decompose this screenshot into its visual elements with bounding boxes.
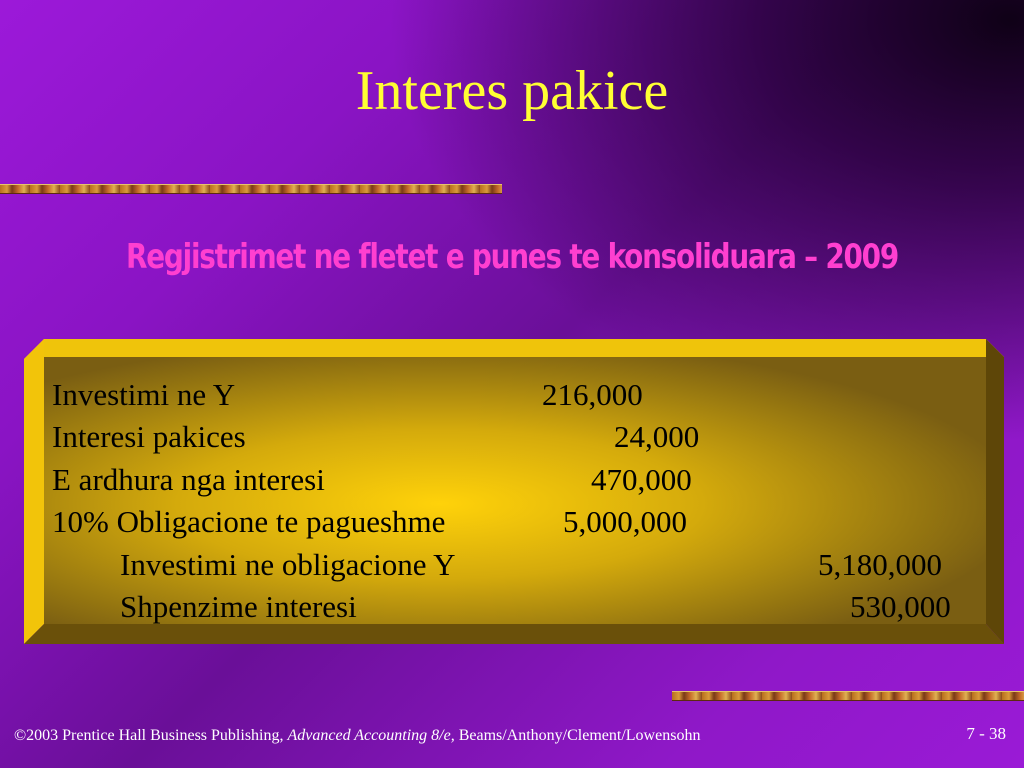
account-name: Investimi ne Y: [52, 377, 236, 412]
credit-amount: 530,000: [850, 589, 951, 624]
account-name: 10% Obligacione te pagueshme: [52, 504, 446, 539]
journal-row: [24, 459, 1004, 501]
footer-citation: [14, 724, 700, 748]
journal-entry-box: [24, 339, 1004, 644]
debit-amount: 24,000: [614, 419, 700, 454]
slide-subtitle: Regjistrimet ne fletet e punes te konsoliduara – 2009: [125, 237, 899, 277]
decorative-rule-bottom: [672, 691, 1024, 701]
journal-row: [24, 586, 1004, 628]
journal-row: [24, 374, 1004, 416]
debit-amount: 216,000: [542, 377, 643, 412]
debit-amount: 470,000: [591, 462, 692, 497]
account-name: Investimi ne obligacione Y: [120, 547, 456, 582]
debit-amount: 5,000,000: [563, 504, 687, 539]
page-number: 7 - 38: [966, 724, 1006, 743]
footer-book-title: Advanced Accounting 8/e,: [287, 727, 455, 744]
account-name: Interesi pakices: [52, 419, 246, 454]
account-name: E ardhura nga interesi: [52, 462, 325, 497]
footer-copyright: ©2003 Prentice Hall Business Publishing,: [14, 727, 288, 744]
account-name: Shpenzime interesi: [120, 589, 357, 624]
journal-row: [24, 501, 1004, 543]
decorative-rule-top: [0, 184, 502, 194]
slide-title: Interes pakice: [355, 60, 669, 122]
footer-authors: Beams/Anthony/Clement/Lowensohn: [454, 727, 701, 744]
journal-row: [24, 416, 1004, 458]
journal-row: [24, 544, 1004, 586]
credit-amount: 5,180,000: [818, 547, 942, 582]
